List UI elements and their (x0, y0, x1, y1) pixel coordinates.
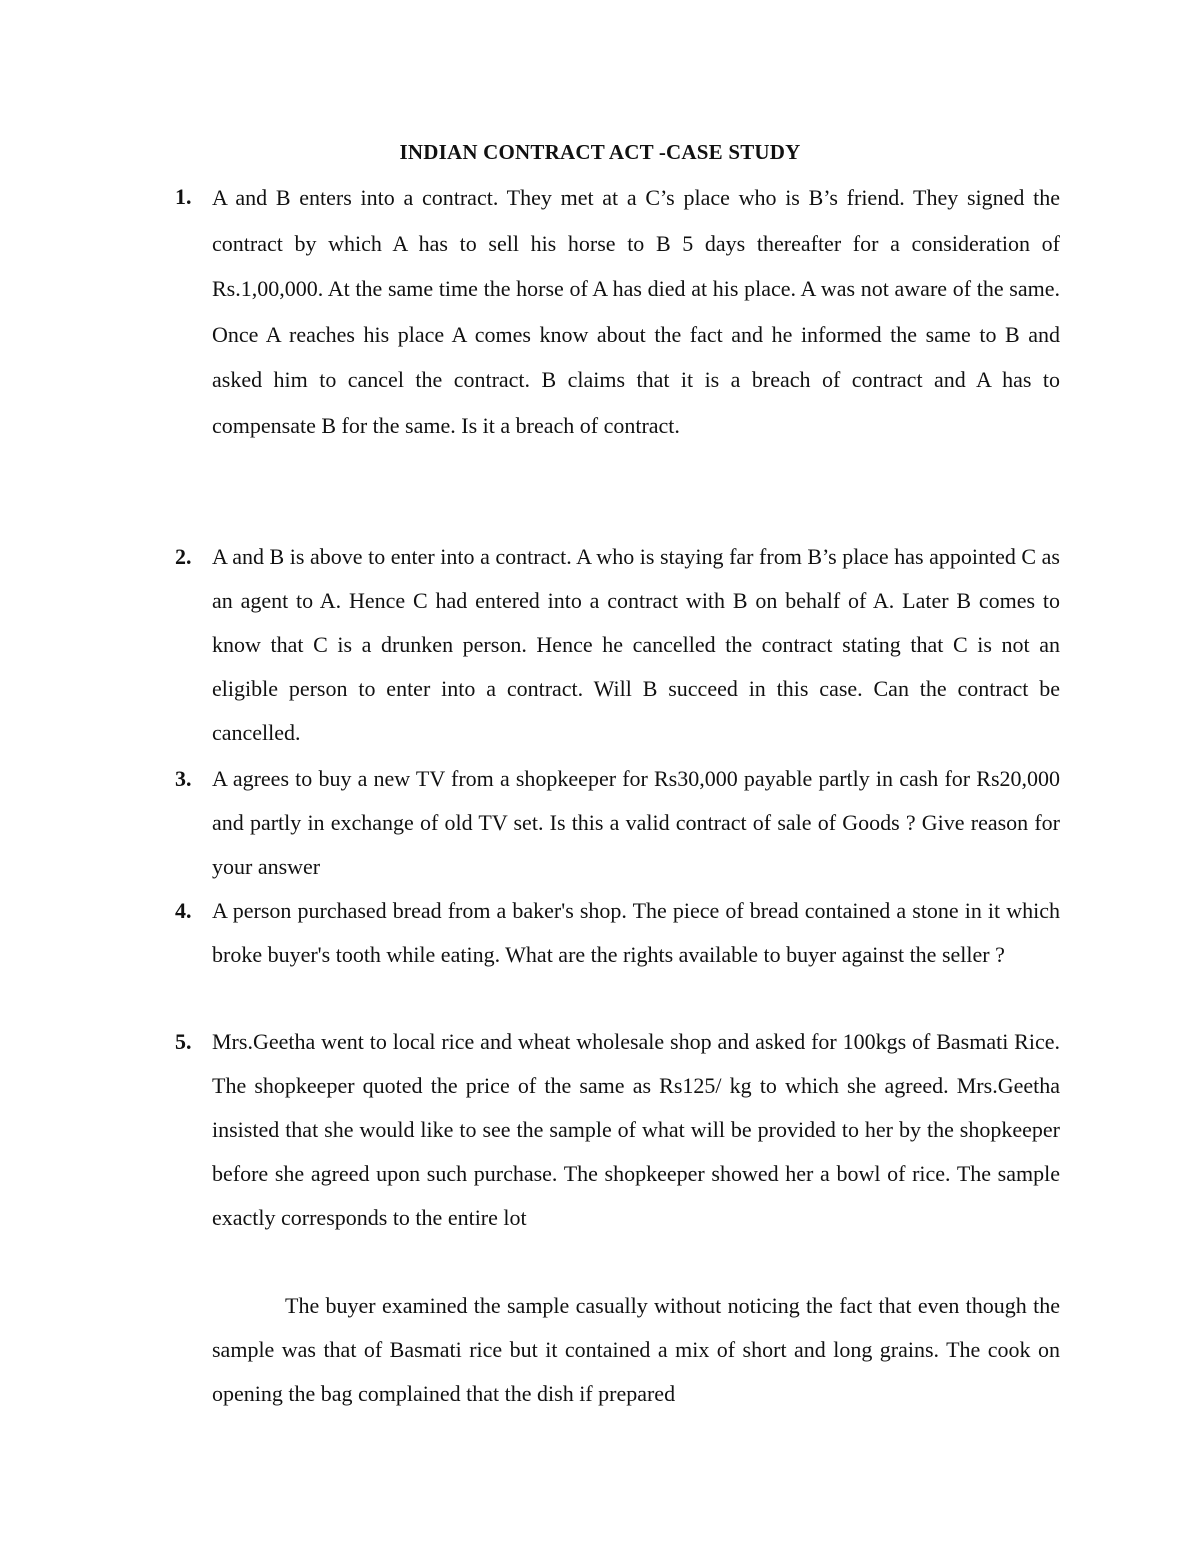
item-number: 5. (175, 1029, 192, 1054)
case-study-item-3 (175, 757, 1060, 889)
item-text: A person purchased bread from a baker's shop. The piece of bread contained a stone in it which broke buyer's tooth while eating. What are the rights available to buyer against the seller ? (212, 898, 1060, 967)
case-study-item-4 (175, 889, 1060, 977)
item-text: A and B enters into a contract. They met at a C’s place who is B’s friend. They signed the contract by which A has to sell his horse to B 5 days thereafter for a consideration of Rs.1,00,000. At the same time the horse of A has died at his place. A was not aware of the same. Once A reaches his place A comes know about the fact and he informed the same to B and asked him to cancel the contract. B claims that it is a breach of contract and A has to compensate B for the same. Is it a breach of contract. (212, 185, 1060, 438)
item-number: 1. (175, 184, 192, 209)
document-title: INDIAN CONTRACT ACT -CASE STUDY (399, 140, 801, 164)
item-text: A and B is above to enter into a contract. A who is staying far from B’s place has appointed C as an agent to A. Hence C had entered into a contract with B on behalf of A. Later B comes to know that C is a drunken person. Hence he cancelled the contract stating that C is not an eligible person to enter into a contract. Will B succeed in this case. Can the contract be cancelled. (212, 544, 1060, 745)
item-text: A agrees to buy a new TV from a shopkeeper for Rs30,000 payable partly in cash for Rs20,000 and partly in exchange of old TV set. Is this a valid contract of sale of Goods ? Give reason for your answer (212, 766, 1060, 879)
case-study-item-5 (175, 1020, 1060, 1240)
case-study-item-5-continuation (175, 1284, 1060, 1416)
continuation-text: The buyer examined the sample casually without noticing the fact that even though the sample was that of Basmati rice but it contained a mix of short and long grains. The cook on opening the bag complained that the dish if prepared (212, 1293, 1060, 1406)
item-number: 4. (175, 898, 192, 923)
item-number: 2. (175, 544, 192, 569)
case-study-item-1 (175, 175, 1060, 448)
item-text: Mrs.Geetha went to local rice and wheat wholesale shop and asked for 100kgs of Basmati Rice. The shopkeeper quoted the price of the same as Rs125/ kg to which she agreed. Mrs.Geetha insisted that she would like to see the sample of what will be provided to her by the shopkeeper before she agreed upon such purchase. The shopkeeper showed her a bowl of rice. The sample exactly corresponds to the entire lot (212, 1029, 1060, 1230)
case-study-item-2 (175, 535, 1060, 755)
item-number: 3. (175, 766, 192, 791)
